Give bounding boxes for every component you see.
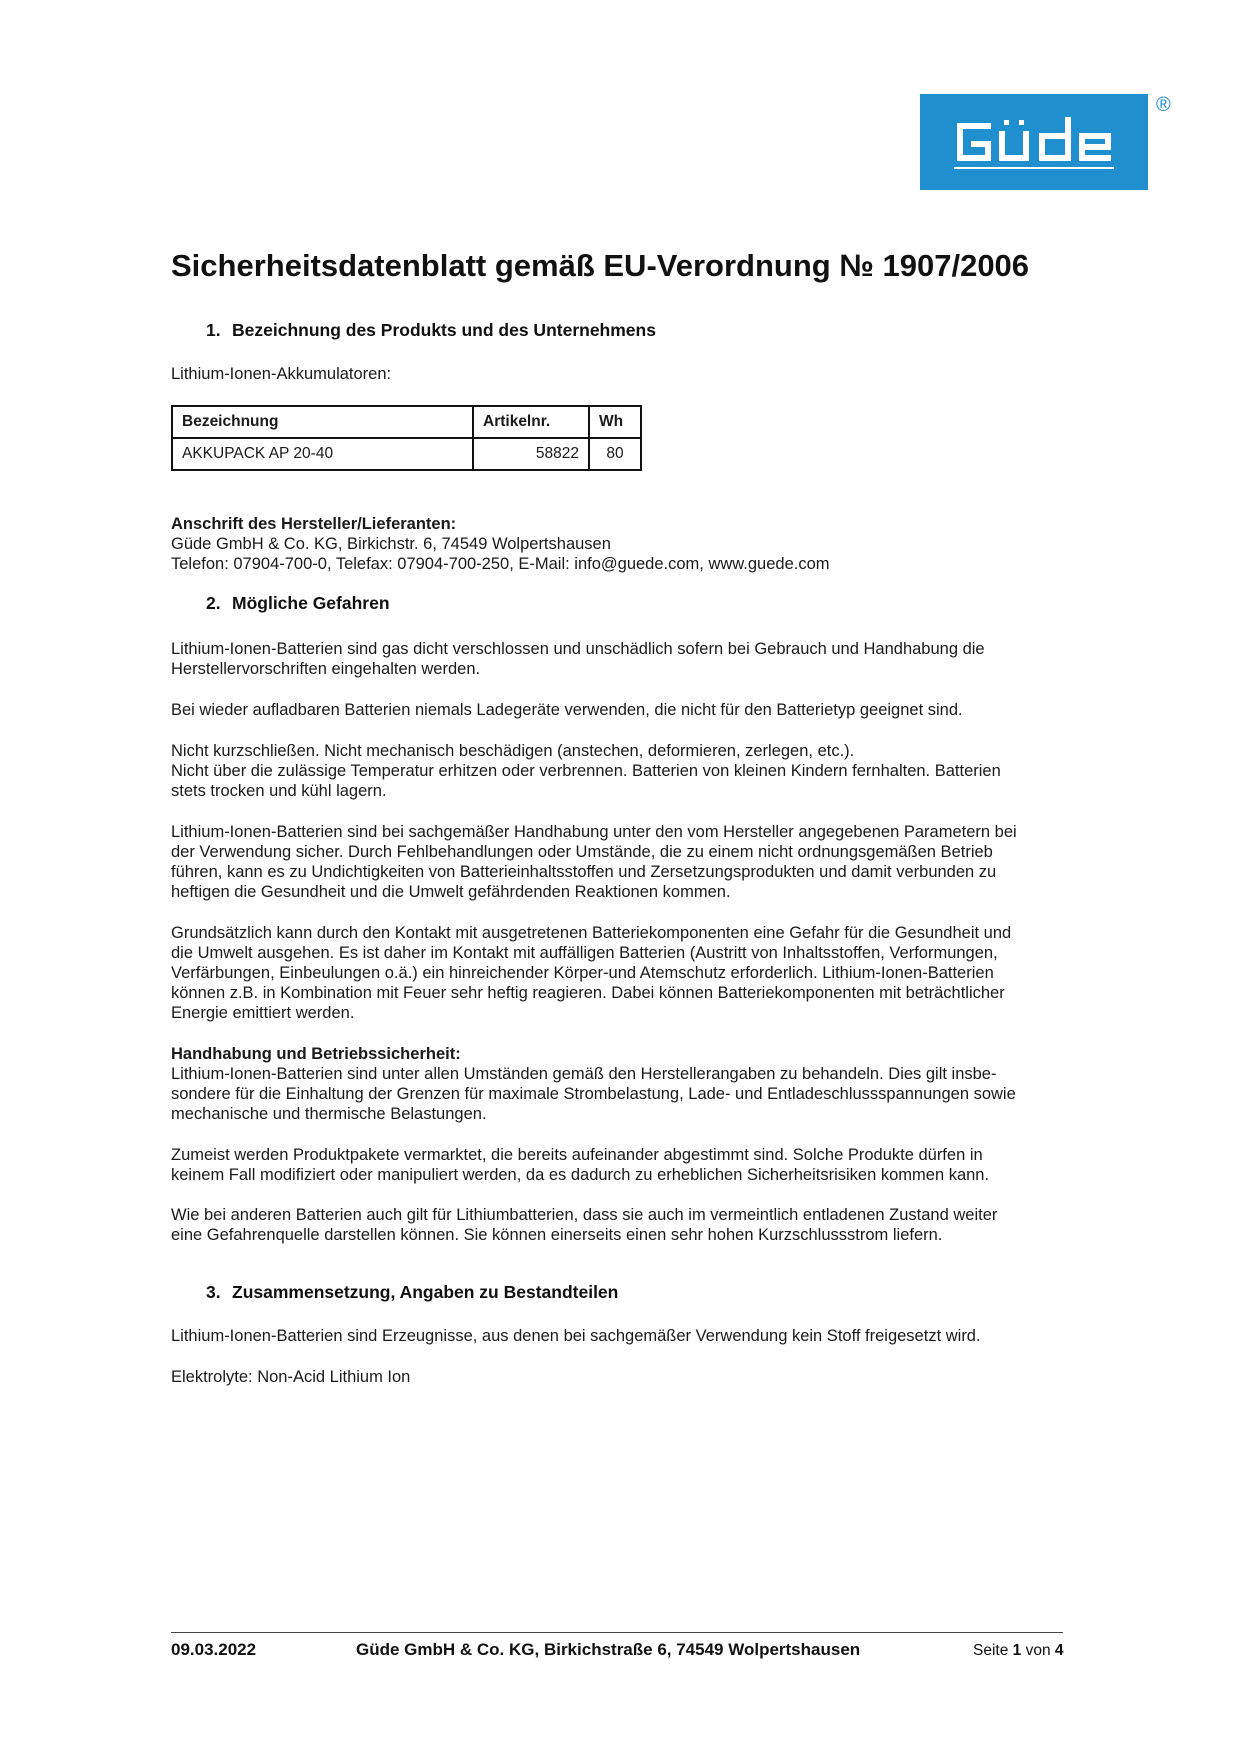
- text-line: Lithium-Ionen-Batterien sind gas dicht verschlossen und unschädlich sofern bei Gebrauch und Handhabung die: [171, 640, 985, 658]
- company-logo: [920, 94, 1148, 190]
- footer-company: Güde GmbH & Co. KG, Birkichstraße 6, 74549 Wolpertshausen: [356, 1640, 861, 1659]
- guede-logo-icon: [954, 114, 1114, 170]
- text-line: sondere für die Einhaltung der Grenzen für maximale Strombelastung, Lade- und Entladeschlussspannungen sowie: [171, 1085, 1016, 1103]
- section-title: Mögliche Gefahren: [232, 593, 390, 613]
- section-1-heading: [206, 320, 656, 341]
- paragraph: Lithium-Ionen-Batterien sind Erzeugnisse, aus denen bei sachgemäßer Verwendung kein Stoff freigesetzt wird.: [171, 1327, 981, 1345]
- text-line: Lithium-Ionen-Batterien sind bei sachgemäßer Handhabung unter den vom Hersteller angegebenen Parametern bei: [171, 823, 1017, 841]
- text-line: Verfärbungen, Einbeulungen o.ä.) ein hinreichender Körper-und Atemschutz erforderlich. Lithium-Ionen-Batterien: [171, 964, 994, 982]
- table-header-row: [172, 406, 641, 438]
- paragraph: [171, 700, 1091, 720]
- section-title: Bezeichnung des Produkts und des Unternehmens: [232, 320, 656, 340]
- text-line: Grundsätzlich kann durch den Kontakt mit ausgetretenen Batteriekomponenten eine Gefahr für die Gesundheit und: [171, 924, 1012, 942]
- address-line: Güde GmbH & Co. KG, Birkichstr. 6, 74549 Wolpertshausen: [171, 535, 611, 553]
- section-title: Zusammensetzung, Angaben zu Bestandteilen: [232, 1282, 619, 1302]
- text-line: stets trocken und kühl lagern.: [171, 782, 387, 800]
- paragraph: Elektrolyte: Non-Acid Lithium Ion: [171, 1368, 411, 1386]
- text-line: Nicht über die zulässige Temperatur erhitzen oder verbrennen. Batterien von kleinen Kindern fernhalten. Batterien: [171, 762, 1001, 780]
- page-total: 4: [1054, 1642, 1064, 1659]
- text-line: Nicht kurzschließen. Nicht mechanisch beschädigen (anstechen, deformieren, zerlegen, etc.).: [171, 742, 855, 760]
- paragraph: [171, 1044, 1091, 1124]
- paragraph: [171, 822, 1091, 902]
- subheading: Handhabung und Betriebssicherheit:: [171, 1045, 461, 1063]
- text-line: Energie emittiert werden.: [171, 1004, 355, 1022]
- text-line: Lithium-Ionen-Batterien sind unter allen Umständen gemäß den Herstellerangaben zu behandeln. Dies gilt insbe-: [171, 1065, 997, 1083]
- text-line: die Umwelt ausgehen. Es ist daher im Kontakt mit auffälligen Batterien (Austritt von Inhaltsstoffen, Verformungen,: [171, 944, 998, 962]
- header-wh: Wh: [589, 406, 641, 438]
- section-number: 1.: [206, 320, 221, 340]
- page-current: 1: [1012, 1642, 1022, 1659]
- text-line: führen, kann es zu Undichtigkeiten von Batterieinhaltsstoffen und Zersetzungsprodukten und damit verbunden zu: [171, 863, 997, 881]
- section-number: 3.: [206, 1282, 221, 1302]
- table-row: [172, 438, 641, 470]
- footer-divider: [171, 1632, 1063, 1633]
- address-block: [171, 514, 1091, 574]
- product-table: [171, 405, 642, 471]
- header-article-number: Artikelnr.: [473, 406, 589, 438]
- address-heading: Anschrift des Hersteller/Lieferanten:: [171, 515, 457, 533]
- paragraph: [171, 639, 1091, 679]
- page-prefix: Seite: [973, 1642, 1009, 1659]
- cell-wh: 80: [589, 438, 641, 470]
- footer-date: 09.03.2022: [171, 1640, 257, 1659]
- contact-line: Telefon: 07904-700-0, Telefax: 07904-700-250, E-Mail: info@guede.com, www.guede.com: [171, 555, 830, 573]
- text-line: der Verwendung sicher. Durch Fehlbehandlungen oder Umstände, die zu einem nicht ordnungsgemäßen Betrieb: [171, 843, 993, 861]
- paragraph: [171, 1145, 1091, 1185]
- text-line: eine Gefahrenquelle darstellen können. Sie können einerseits einen sehr hohen Kurzschlussstrom liefern.: [171, 1226, 943, 1244]
- page-separator: von: [1025, 1642, 1051, 1659]
- cell-article-number: 58822: [473, 438, 589, 470]
- section-2-heading: [206, 593, 390, 614]
- text-line: Zumeist werden Produktpakete vermarktet, die bereits aufeinander abgestimmt sind. Solche Produkte dürfen in: [171, 1146, 983, 1164]
- footer-page-number: [973, 1642, 1064, 1660]
- logo-box: [920, 94, 1148, 190]
- paragraph: [171, 1205, 1091, 1245]
- text-line: Bei wieder aufladbaren Batterien niemals Ladegeräte verwenden, die nicht für den Batterietyp geeignet sind.: [171, 701, 963, 719]
- document-title: Sicherheitsdatenblatt gemäß EU-Verordnung № 1907/2006: [171, 248, 1030, 283]
- cell-designation: AKKUPACK AP 20-40: [172, 438, 473, 470]
- header-designation: Bezeichnung: [172, 406, 473, 438]
- text-line: heftigen die Gesundheit und die Umwelt gefährdenden Reaktionen kommen.: [171, 883, 731, 901]
- text-line: Wie bei anderen Batterien auch gilt für Lithiumbatterien, dass sie auch im vermeintlich entladenen Zustand weiter: [171, 1206, 998, 1224]
- text-line: keinem Fall modifiziert oder manipuliert werden, da es dadurch zu erheblichen Sicherheitsrisiken kommen kann.: [171, 1166, 990, 1184]
- section-3-heading: [206, 1282, 618, 1303]
- text-line: mechanische und thermische Belastungen.: [171, 1105, 487, 1123]
- section-number: 2.: [206, 593, 221, 613]
- text-line: können z.B. in Kombination mit Feuer sehr heftig reagieren. Dabei können Batteriekomponenten mit beträchtlicher: [171, 984, 1005, 1002]
- paragraph: [171, 741, 1091, 801]
- registered-mark: ®: [1156, 94, 1171, 116]
- text-line: Herstellervorschriften eingehalten werden.: [171, 660, 481, 678]
- paragraph: [171, 923, 1091, 1023]
- section-1-intro: Lithium-Ionen-Akkumulatoren:: [171, 365, 392, 383]
